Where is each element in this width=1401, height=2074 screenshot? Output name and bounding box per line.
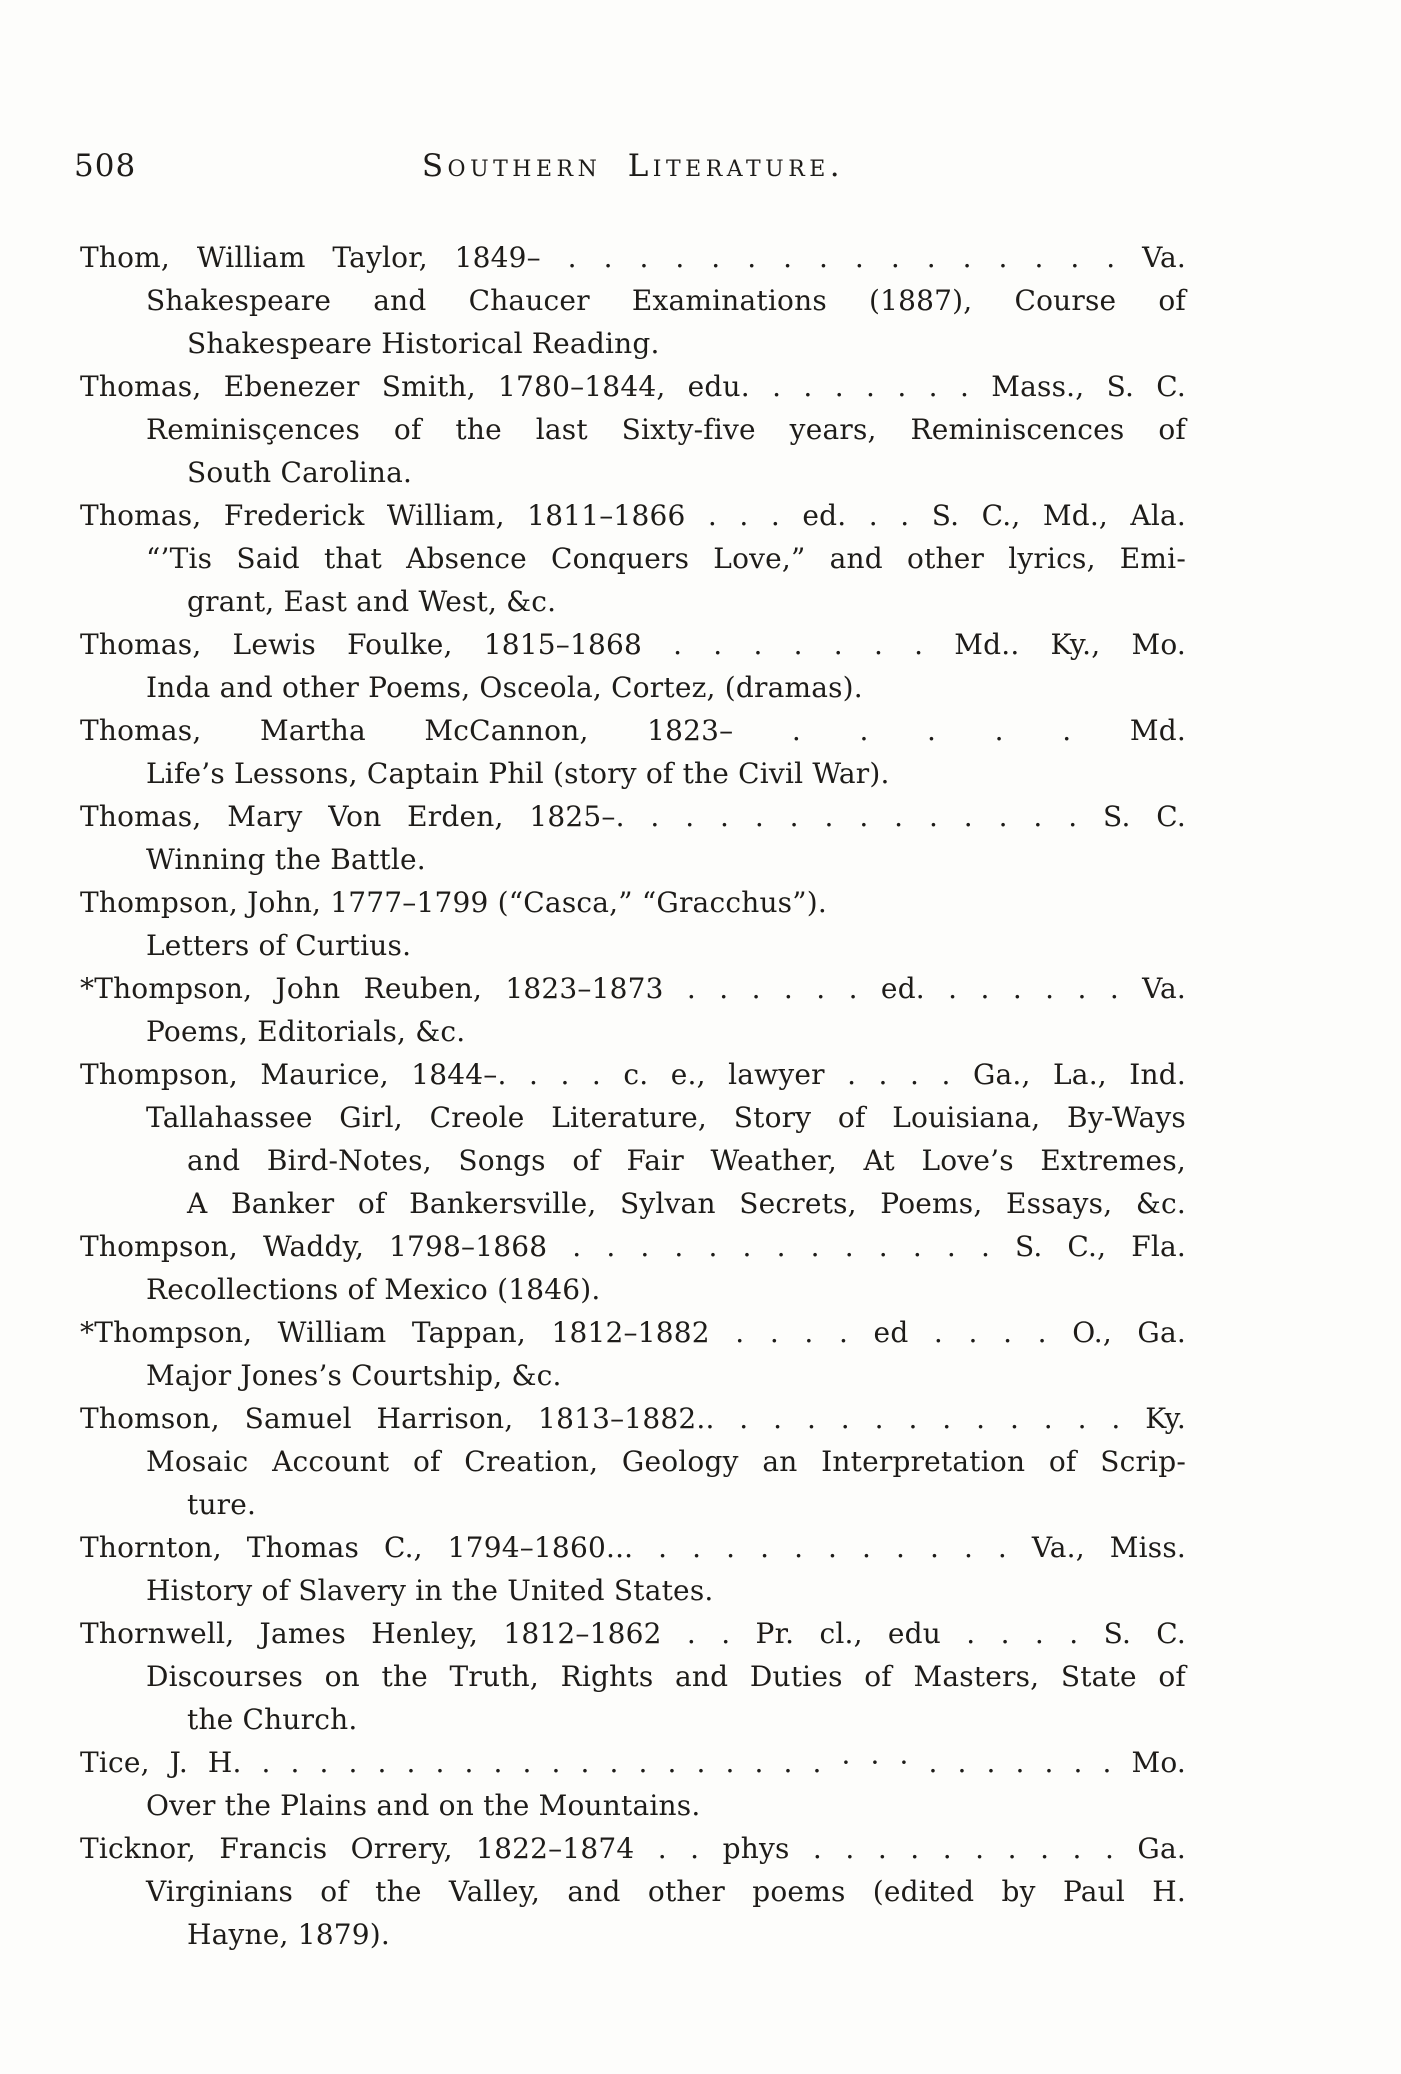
page-number: 508 xyxy=(74,148,137,184)
entry-work-line: “’Tis Said that Absence Conquers Love,” and other lyrics, Emi- xyxy=(146,542,1186,575)
page-content xyxy=(74,148,1186,1956)
entry-work-line: Shakespeare Historical Reading. xyxy=(187,327,660,360)
entry-head-line: Tice, J. H. . . . . . . . . . . . . . . . . . . . . · · · . . . . . . . Mo. xyxy=(80,1746,1186,1779)
entry xyxy=(80,1311,1186,1397)
running-title: Southern Literature. xyxy=(421,148,845,184)
entry xyxy=(80,1053,1186,1225)
entry-head-line: Thomas, Lewis Foulke, 1815–1868 . . . . . . . Md.. Ky., Mo. xyxy=(80,628,1186,661)
page-header xyxy=(74,148,1186,196)
entry xyxy=(80,881,1186,967)
entry xyxy=(80,1225,1186,1311)
entry-work-line: Mosaic Account of Creation, Geology an Interpretation of Scrip- xyxy=(146,1445,1186,1478)
entry-work-line: Life’s Lessons, Captain Phil (story of the Civil War). xyxy=(146,757,890,790)
entry-work-line: Winning the Battle. xyxy=(146,843,426,876)
entry xyxy=(80,365,1186,494)
entry-head-line: Thompson, Waddy, 1798–1868 . . . . . . . . . . . . . S. C., Fla. xyxy=(80,1230,1186,1263)
entry-work-line: Letters of Curtius. xyxy=(146,929,412,962)
entry xyxy=(80,236,1186,365)
entry-work-line: South Carolina. xyxy=(187,456,413,489)
entry-list xyxy=(80,236,1186,1956)
entry-head-line: Thomas, Mary Von Erden, 1825–. . . . . . . . . . . . . . S. C. xyxy=(80,800,1186,833)
entry-work-line: Reminisçences of the last Sixty-five years, Reminiscences of xyxy=(146,413,1186,446)
entry xyxy=(80,1741,1186,1827)
entry-head-line: Thomas, Ebenezer Smith, 1780–1844, edu. . . . . . . . Mass., S. C. xyxy=(80,370,1186,403)
entry xyxy=(80,795,1186,881)
entry-work-line: Virginians of the Valley, and other poems (edited by Paul H. xyxy=(146,1875,1186,1908)
entry-work-line: History of Slavery in the United States. xyxy=(146,1574,714,1607)
entry-work-line: Recollections of Mexico (1846). xyxy=(146,1273,601,1306)
entry xyxy=(80,709,1186,795)
entry-work-line: Major Jones’s Courtship, &c. xyxy=(146,1359,562,1392)
entry-work-line: Hayne, 1879). xyxy=(187,1918,391,1951)
entry-work-line: Shakespeare and Chaucer Examinations (1887), Course of xyxy=(146,284,1186,317)
entry-head-line: Thom, William Taylor, 1849– . . . . . . . . . . . . . . . . Va. xyxy=(80,241,1186,274)
entry xyxy=(80,1526,1186,1612)
entry-head-line: Thomas, Martha McCannon, 1823– . . . . . Md. xyxy=(80,714,1186,747)
entry-head-line: Thornton, Thomas C., 1794–1860... . . . . . . . . . . . Va., Miss. xyxy=(80,1531,1186,1564)
entry-work-line: Tallahassee Girl, Creole Literature, Story of Louisiana, By-Ways xyxy=(146,1101,1186,1134)
entry xyxy=(80,967,1186,1053)
entry-head-line: Thompson, John, 1777–1799 (“Casca,” “Gracchus”). xyxy=(80,886,827,919)
entry-head-line: Thomson, Samuel Harrison, 1813–1882.. . . . . . . . . . . . . Ky. xyxy=(80,1402,1186,1435)
entry-work-line: Inda and other Poems, Osceola, Cortez, (dramas). xyxy=(146,671,863,704)
entry-head-line: Thompson, Maurice, 1844–. . . . c. e., lawyer . . . . Ga., La., Ind. xyxy=(80,1058,1186,1091)
entry-head-line: *Thompson, John Reuben, 1823–1873 . . . . . . ed. . . . . . . Va. xyxy=(80,972,1186,1005)
entry xyxy=(80,1827,1186,1956)
entry-head-line: Thornwell, James Henley, 1812–1862 . . Pr. cl., edu . . . . S. C. xyxy=(80,1617,1186,1650)
entry-work-line: and Bird-Notes, Songs of Fair Weather, At Love’s Extremes, xyxy=(187,1144,1186,1177)
entry-work-line: A Banker of Bankersville, Sylvan Secrets, Poems, Essays, &c. xyxy=(187,1187,1186,1220)
entry-work-line: Discourses on the Truth, Rights and Duties of Masters, State of xyxy=(146,1660,1186,1693)
entry xyxy=(80,1397,1186,1526)
entry-work-line: ture. xyxy=(187,1488,257,1521)
entry-head-line: Ticknor, Francis Orrery, 1822–1874 . . phys . . . . . . . . . . Ga. xyxy=(80,1832,1186,1865)
entry xyxy=(80,1612,1186,1741)
entry-work-line: Poems, Editorials, &c. xyxy=(146,1015,466,1048)
entry-work-line: the Church. xyxy=(187,1703,358,1736)
entry-work-line: Over the Plains and on the Mountains. xyxy=(146,1789,701,1822)
entry xyxy=(80,623,1186,709)
entry-work-line: grant, East and West, &c. xyxy=(187,585,557,618)
entry xyxy=(80,494,1186,623)
entry-head-line: *Thompson, William Tappan, 1812–1882 . . . . ed . . . . O., Ga. xyxy=(80,1316,1186,1349)
entry-head-line: Thomas, Frederick William, 1811–1866 . . . ed. . . S. C., Md., Ala. xyxy=(80,499,1186,532)
